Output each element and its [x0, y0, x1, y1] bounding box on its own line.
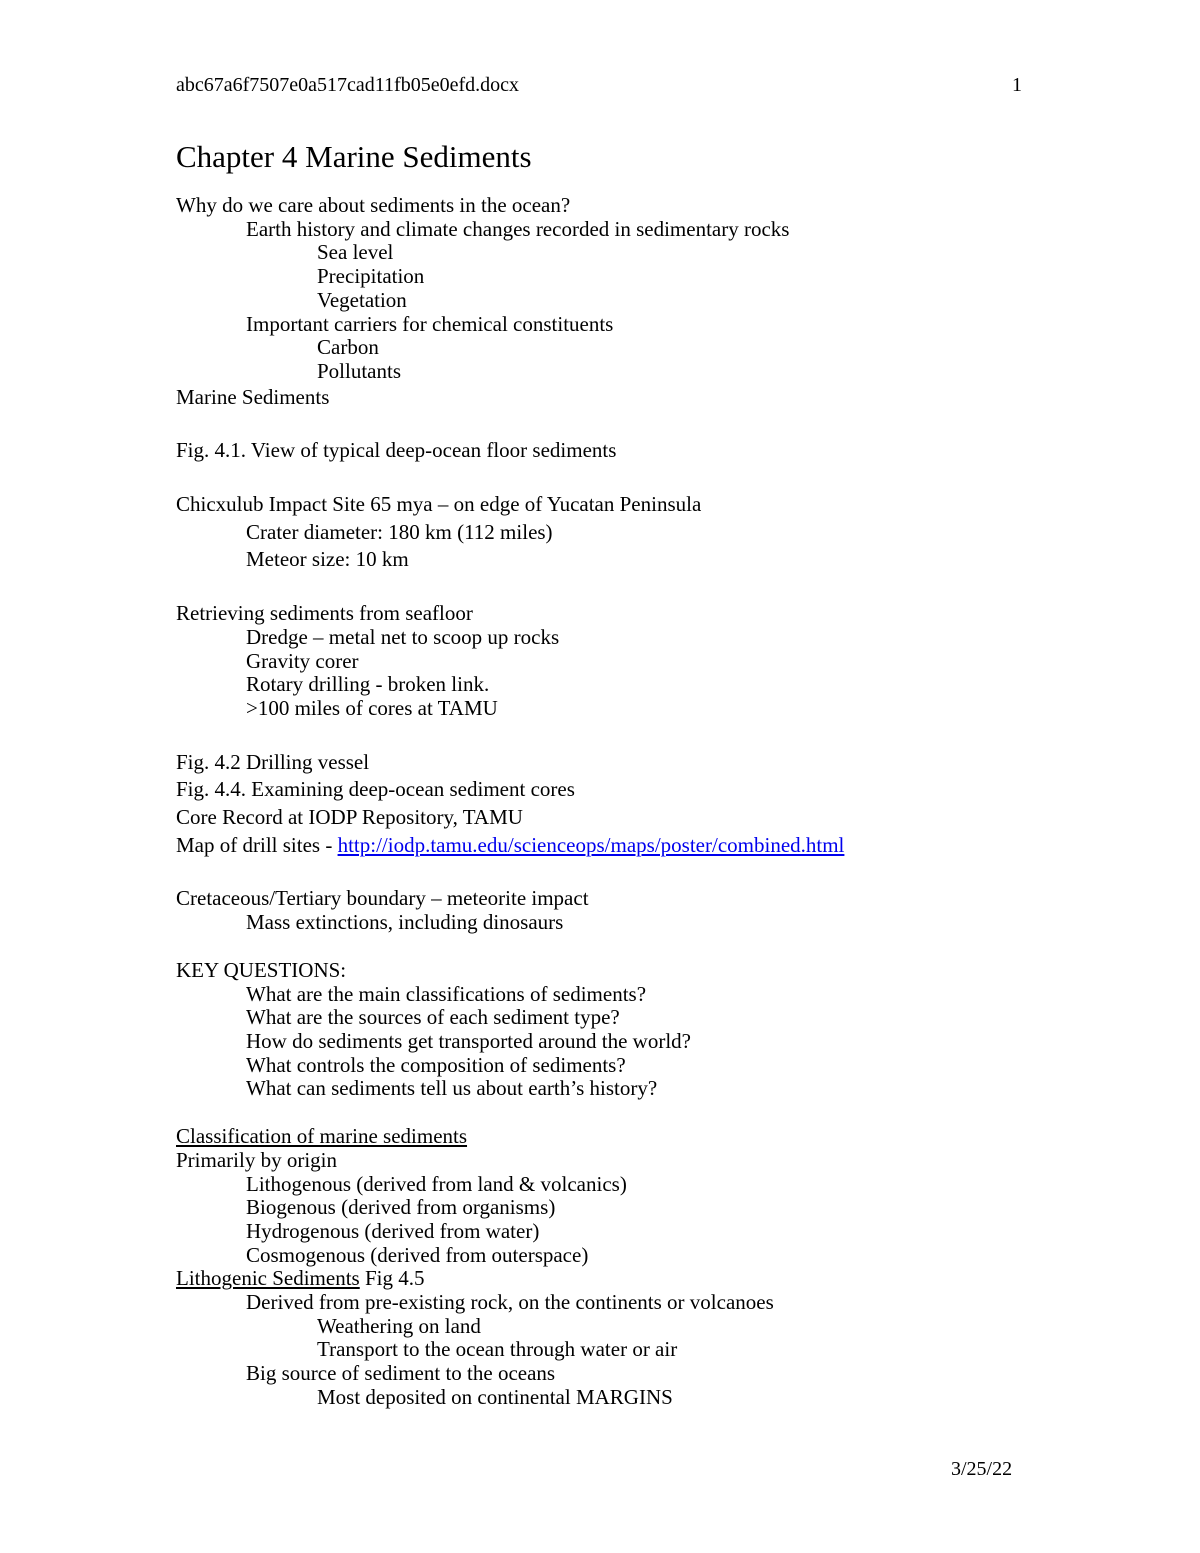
lithogenic-heading-line: [176, 1267, 1136, 1291]
vegetation-line: Vegetation: [317, 287, 407, 312]
rotary-drilling-line: Rotary drilling - broken link.: [246, 672, 490, 697]
carriers-line: Important carriers for chemical constituents: [246, 311, 614, 336]
transport-line: Transport to the ocean through water or air: [317, 1337, 678, 1362]
fig-4-2-line: Fig. 4.2 Drilling vessel: [176, 749, 370, 774]
kt-boundary-line: Cretaceous/Tertiary boundary – meteorite impact: [176, 886, 589, 911]
lithogenous-line: Lithogenous (derived from land & volcanics): [246, 1171, 627, 1196]
drill-sites-link[interactable]: http://iodp.tamu.edu/scienceops/maps/poster/combined.html: [337, 832, 845, 857]
key-question-3: How do sediments get transported around the world?: [246, 1028, 691, 1053]
key-questions-heading: KEY QUESTIONS:: [176, 957, 347, 982]
margins-line: Most deposited on continental MARGINS: [317, 1384, 673, 1409]
precipitation-line: Precipitation: [317, 264, 425, 289]
retrieving-heading: Retrieving sediments from seafloor: [176, 601, 473, 626]
lithogenic-fig-ref: Fig 4.5: [359, 1266, 425, 1291]
big-source-line: Big source of sediment to the oceans: [246, 1361, 556, 1386]
key-question-5: What can sediments tell us about earth’s history?: [246, 1076, 658, 1101]
gravity-corer-line: Gravity corer: [246, 648, 359, 673]
header-page-number: 1: [1012, 74, 1022, 96]
footer-date: 3/25/22: [951, 1458, 1013, 1480]
carbon-line: Carbon: [317, 335, 379, 360]
pollutants-line: Pollutants: [317, 358, 402, 383]
marine-sediments-line: Marine Sediments: [176, 384, 330, 409]
fig-4-1-line: Fig. 4.1. View of typical deep-ocean floor sediments: [176, 438, 617, 463]
key-question-1: What are the main classifications of sediments?: [246, 981, 647, 1006]
primarily-by-origin-line: Primarily by origin: [176, 1147, 337, 1172]
drill-sites-line: [176, 834, 1136, 858]
lithogenic-heading: Lithogenic Sediments: [176, 1266, 360, 1291]
cores-line: >100 miles of cores at TAMU: [246, 695, 498, 720]
derived-line: Derived from pre-existing rock, on the continents or volcanoes: [246, 1290, 774, 1315]
key-question-4: What controls the composition of sediments?: [246, 1052, 626, 1077]
why-question: Why do we care about sediments in the ocean?: [176, 193, 571, 217]
fig-4-4-line: Fig. 4.4. Examining deep-ocean sediment cores: [176, 777, 575, 802]
hydrogenous-line: Hydrogenous (derived from water): [246, 1218, 540, 1243]
chicxulub-line: Chicxulub Impact Site 65 mya – on edge of Yucatan Peninsula: [176, 492, 702, 517]
sea-level-line: Sea level: [317, 240, 394, 265]
document-body: [176, 194, 1136, 1410]
classification-heading: Classification of marine sediments: [176, 1124, 468, 1149]
chapter-title: Chapter 4 Marine Sediments: [176, 139, 532, 174]
header-filename: abc67a6f7507e0a517cad11fb05e0efd.docx: [176, 74, 520, 96]
key-question-2: What are the sources of each sediment type?: [246, 1005, 620, 1030]
dredge-line: Dredge – metal net to scoop up rocks: [246, 624, 560, 649]
biogenous-line: Biogenous (derived from organisms): [246, 1195, 556, 1220]
drill-sites-prefix: Map of drill sites -: [176, 832, 338, 857]
core-record-line: Core Record at IODP Repository, TAMU: [176, 805, 523, 830]
weathering-line: Weathering on land: [317, 1313, 481, 1338]
cosmogenous-line: Cosmogenous (derived from outerspace): [246, 1242, 589, 1267]
meteor-size-line: Meteor size: 10 km: [246, 547, 409, 572]
mass-extinctions-line: Mass extinctions, including dinosaurs: [246, 910, 564, 935]
crater-diameter-line: Crater diameter: 180 km (112 miles): [246, 519, 553, 544]
earth-history-line: Earth history and climate changes recorded in sedimentary rocks: [246, 216, 790, 241]
